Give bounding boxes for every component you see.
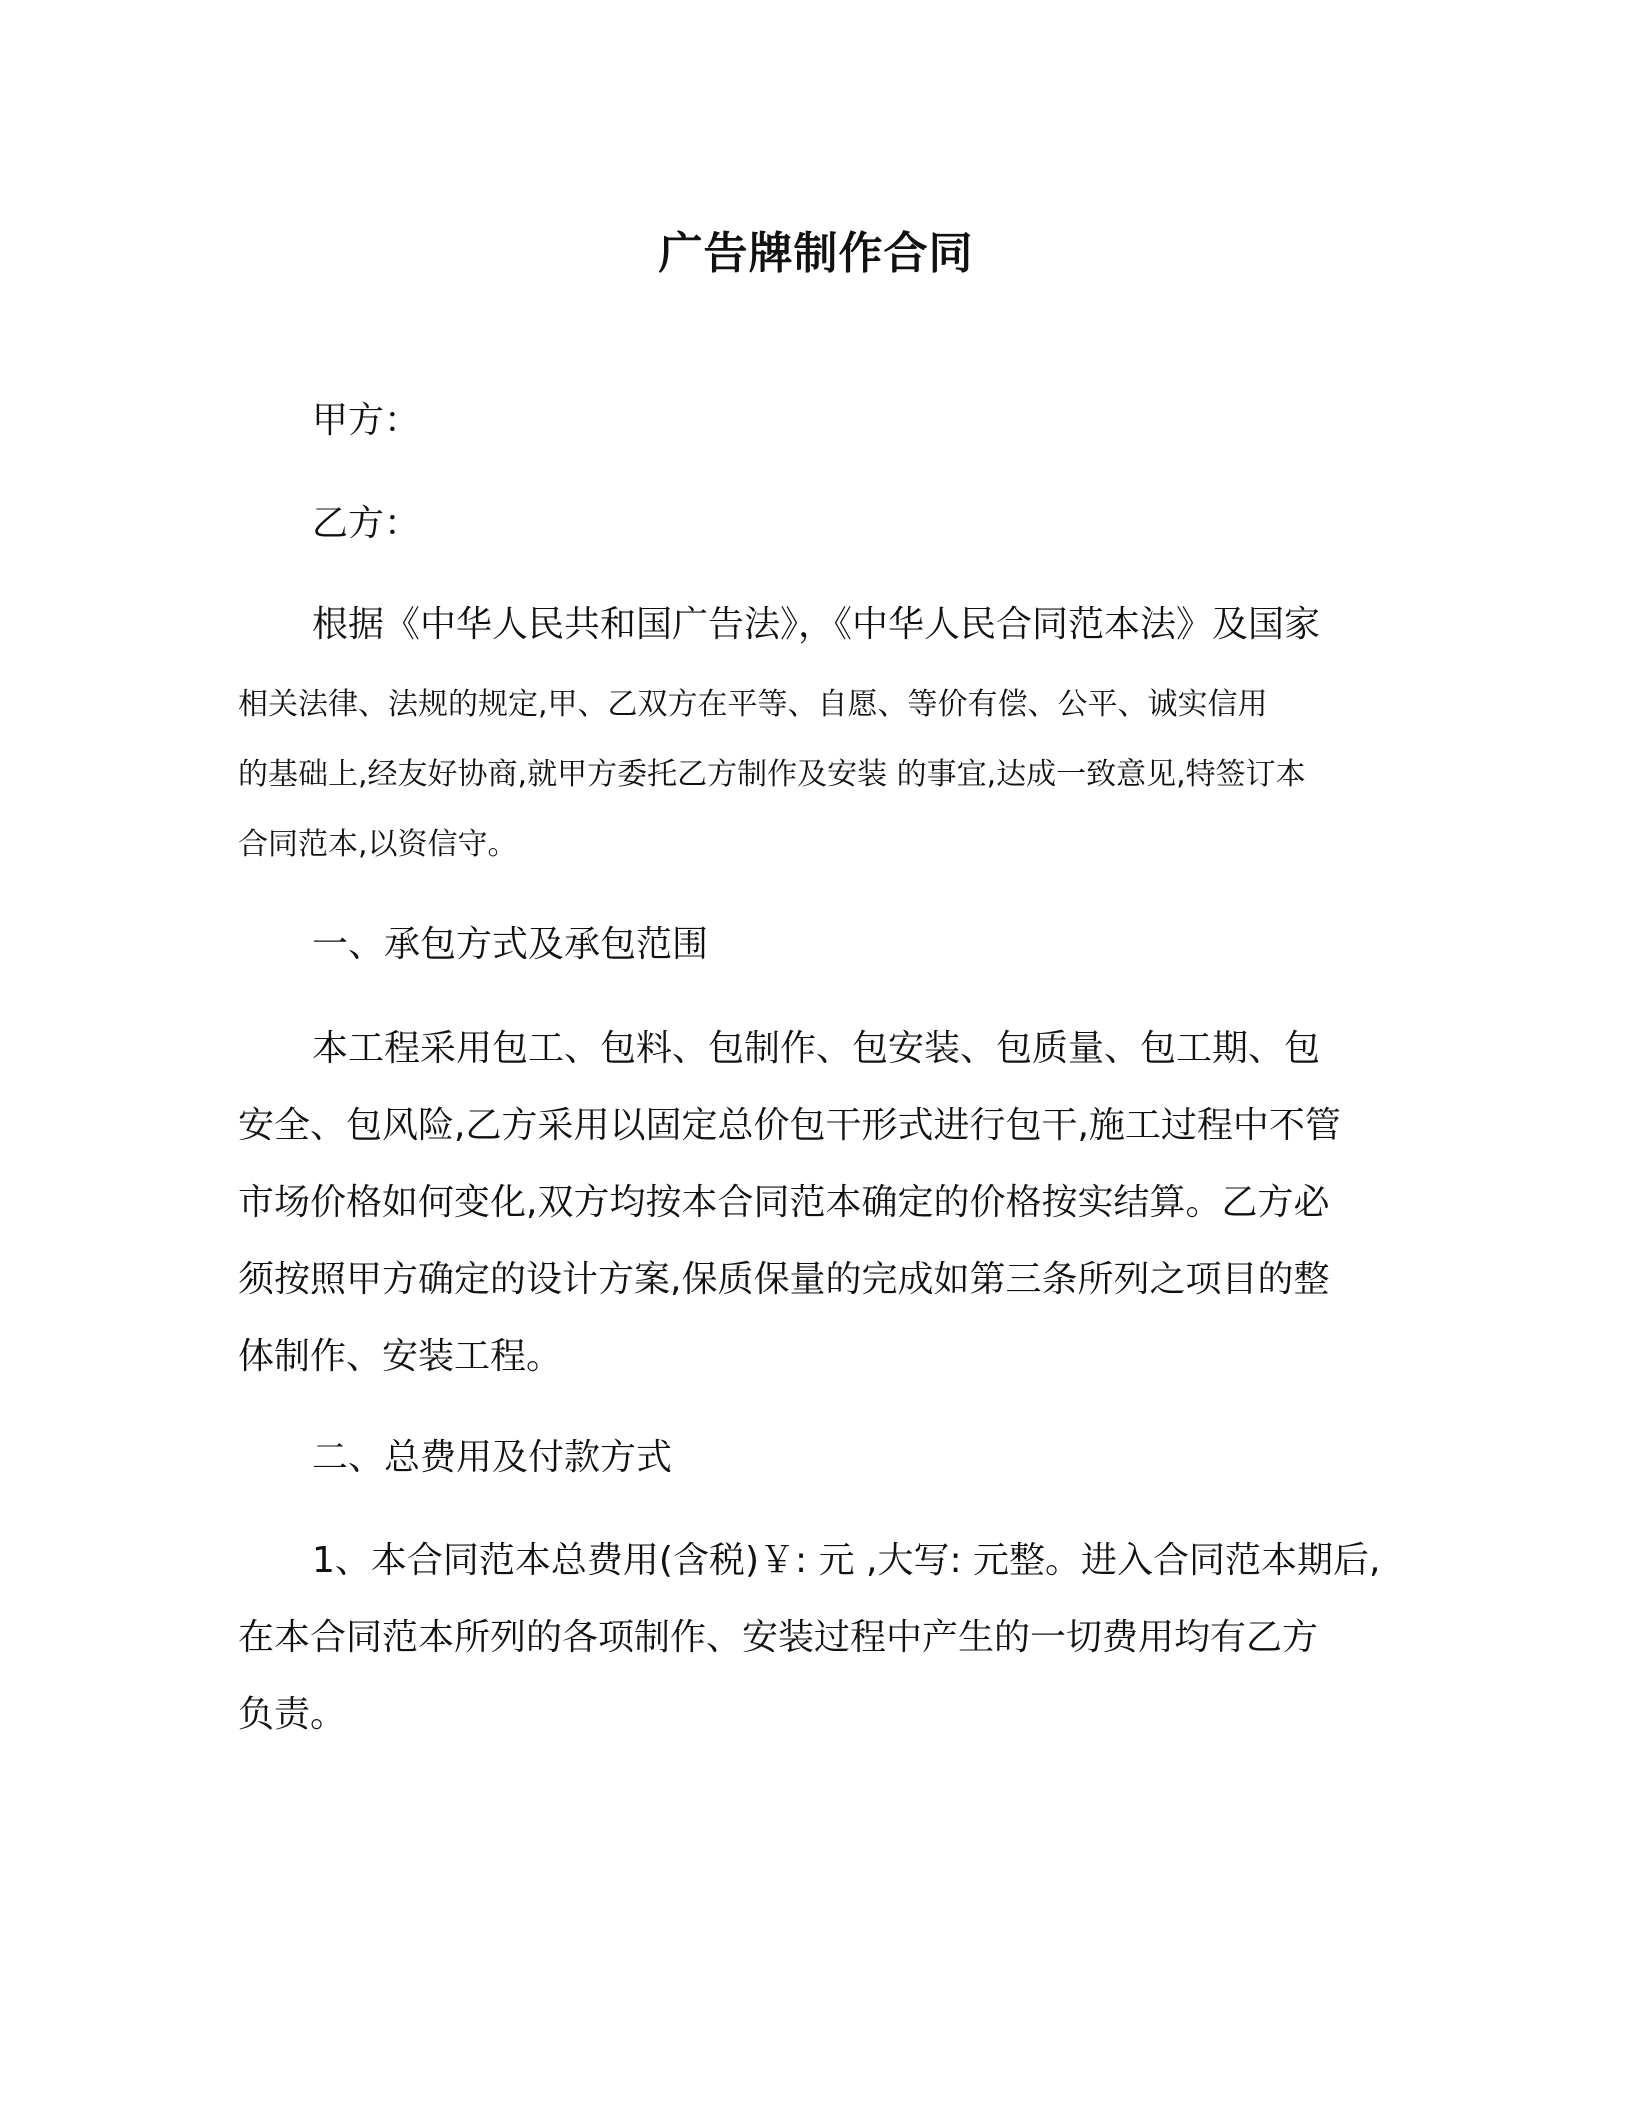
section-body-line: 1、本合同范本总费用(含税)￥: 元 ,大写: 元整。进入合同范本期后, — [312, 1540, 1381, 1581]
section-body-line: 体制作、安装工程。 — [238, 1336, 563, 1377]
preamble-line: 合同范本,以资信守。 — [238, 827, 518, 862]
section-body-line: 本工程采用包工、包料、包制作、包安装、包质量、包工期、包 — [312, 1028, 1321, 1069]
section-body-line: 安全、包风险,乙方采用以固定总价包干形式进行包干,施工过程中不管 — [238, 1105, 1341, 1146]
document-title: 广告牌制作合同 — [658, 228, 974, 279]
section-body-line: 市场价格如何变化,双方均按本合同范本确定的价格按实结算。乙方必 — [238, 1182, 1330, 1223]
preamble-line: 的基础上,经友好协商,就甲方委托乙方制作及安装 的事宜,达成一致意见,特签订本 — [238, 757, 1306, 792]
preamble-line: 相关法律、法规的规定,甲、乙双方在平等、自愿、等价有偿、公平、诚实信用 — [238, 687, 1268, 722]
section-heading: 一、承包方式及承包范围 — [312, 924, 709, 965]
party-b-label: 乙方： — [312, 503, 421, 544]
section-body-line: 负责。 — [238, 1694, 347, 1735]
preamble-line: 根据《中华人民共和国广告法》，《中华人民合同范本法》及国家 — [312, 604, 1321, 645]
section-body-line: 在本合同范本所列的各项制作、安装过程中产生的一切费用均有乙方 — [238, 1617, 1319, 1658]
section-heading: 二、总费用及付款方式 — [312, 1437, 673, 1478]
party-a-label: 甲方： — [312, 400, 421, 441]
section-body-line: 须按照甲方确定的设计方案,保质保量的完成如第三条所列之项目的整 — [238, 1259, 1330, 1300]
